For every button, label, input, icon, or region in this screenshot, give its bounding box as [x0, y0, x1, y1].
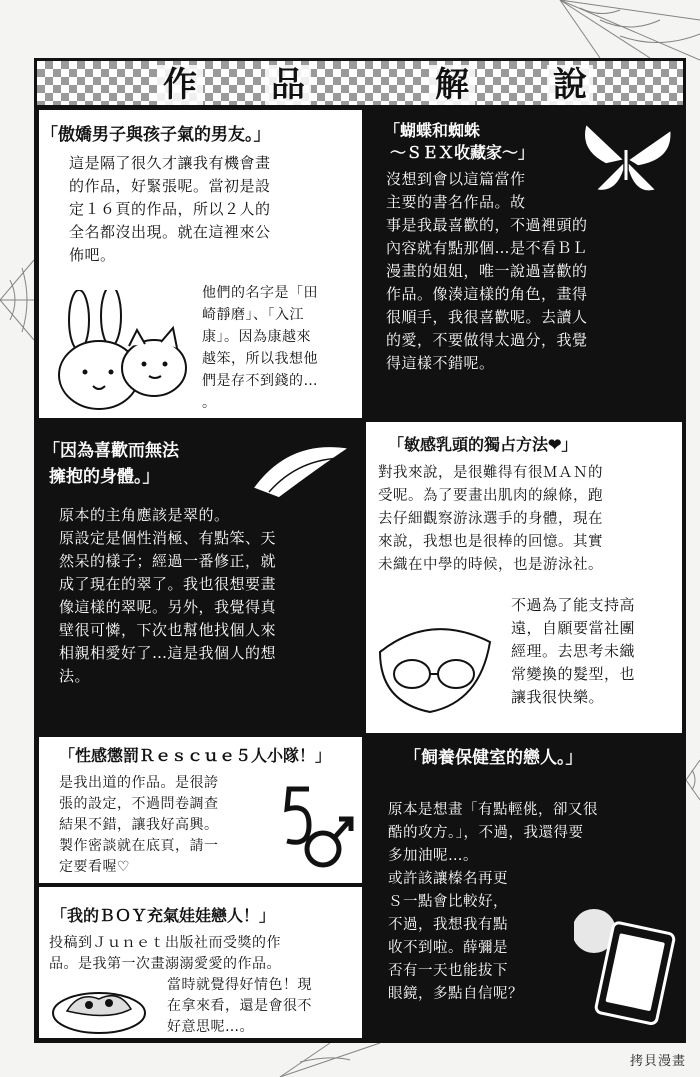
watermark: 拷貝漫畫 — [630, 1054, 687, 1069]
panel-body: 是我出道的作品。是很誇 張的設定，不過問卷調查 結果不錯，讓我好高興。 製作密談就在底頁，請一 定要看喔♡ — [59, 775, 219, 875]
panel-body: 原本是想畫「有點輕佻，卻又很 酷的攻方。」，不過，我還得要 多加油呢…。 或許該讓榛名再更 Ｓ一點會比較好， 不過，我想我有點 收不到啦。薛彌是 否有一天也能拔下 眼鏡，多點自信呢？ — [388, 802, 598, 1002]
header-char: 作 — [157, 65, 203, 105]
panel-rescue-squad — [37, 735, 364, 885]
panel-cannot-embrace — [37, 420, 364, 735]
curry-plate-illustration — [49, 977, 149, 1037]
butterfly-illustration — [576, 120, 676, 200]
page-header — [34, 58, 686, 108]
panel-butterfly-spider — [364, 108, 684, 420]
panel-body: 這是隔了很久才讓我有機會畫 的作品，好緊張呢。當初是設 定１６頁的作品，所以２人的 全名都沒出現。就在這裡來公 佈吧。 — [69, 154, 271, 264]
tablet-illustration — [574, 907, 684, 1027]
panel-title: 擁抱的身體。」 — [49, 467, 160, 487]
header-char: 品 — [265, 65, 311, 105]
panel-infirmary-lover — [364, 735, 684, 1040]
panel-title: 「我的ＢＯＹ充氣娃娃戀人！」 — [51, 906, 276, 925]
header-char: 解 — [429, 65, 475, 105]
panel-title: ～ＳＥＸ收藏家～」 — [390, 143, 535, 162]
panel-side-text: 當時就覺得好情色！現 在拿來看，還是會很不 好意思呢…。 — [167, 977, 312, 1035]
panel-body: 沒想到會以這篇當作 主要的書名作品。故 事是我最喜歡的，不過裡頭的 內容就有點那個…是不看ＢＬ 漫畫的姐姐，唯一說過喜歡的 作品。像湊這樣的角色，畫得 很順手，我很喜歡呢。去讀人 的愛，不要做得太過分，我覺 得這樣不錯呢。 — [386, 170, 588, 372]
swim-goggles-illustration — [370, 612, 500, 722]
panel-side-text: 他們的名字是「田 崎靜磨」、「入江 康」。因為康越來 越笨，所以我想他 們是存不到錢的… 。 — [202, 285, 318, 411]
panel-title: 「因為喜歡而無法 — [43, 441, 179, 461]
panel-title: 「傲嬌男子與孩子氣的男友。」 — [41, 125, 271, 145]
panel-title: 「性感懲罰Ｒｅｓｃｕｅ５人小隊！」 — [59, 746, 332, 765]
panel-side-text: 不過為了能支持高 遠，自願要當社團 經理。去思考未織 常變換的髮型，也 讓我很快樂。 — [511, 596, 636, 706]
header-char: 說 — [547, 65, 593, 105]
panel-sensitive-nipple — [364, 420, 684, 735]
panel-body: 原本的主角應該是翠的。 原設定是個性消極、有點笨、天 然呆的樣子；經過一番修正，就 成了現在的翠了。我也很想要畫 像這樣的翠呢。另外，我覺得真 壁很可憐，下次也幫他找個人來 相親相愛好了…這是我個人的想 法。 — [59, 506, 277, 685]
panel-body: 對我來說，是很難得有很ＭＡＮ的 受呢。為了要畫出肌肉的線條，跑 去仔細觀察游泳選手的身體，現在 來說，我想也是很棒的回憶。其實 未織在中學的時候，也是游泳社。 — [378, 465, 603, 573]
panel-title: 「敏感乳頭的獨占方法❤」 — [388, 435, 578, 454]
bunny-cat-illustration — [49, 290, 189, 420]
panel-body: 投稿到Ｊｕｎｅｔ出版社而受獎的作 品。是我第一次畫溺溺愛愛的作品。 — [49, 935, 281, 972]
gender-symbols-illustration — [279, 777, 359, 877]
panel-boy-doll-lover — [37, 885, 364, 1040]
panel-title: 「飼養保健室的戀人。」 — [404, 748, 583, 768]
panel-tsundere — [37, 108, 364, 420]
ribbon-illustration — [249, 428, 359, 508]
panel-title: 「蝴蝶和蜘蛛 — [384, 121, 481, 140]
